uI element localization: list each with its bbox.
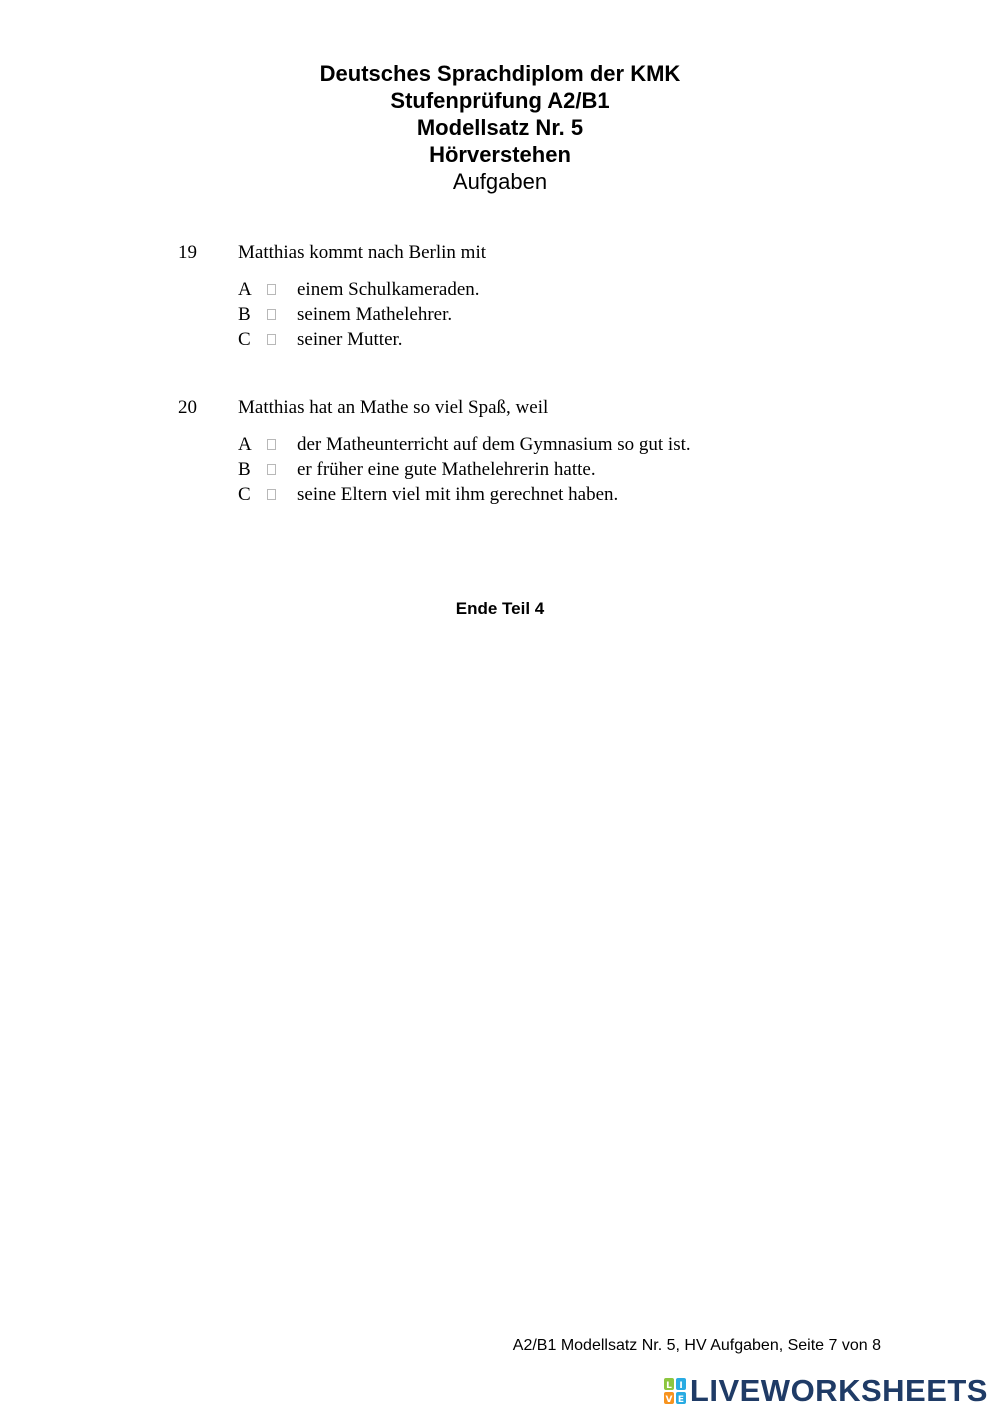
option-text: seine Eltern viel mit ihm gerechnet haben. <box>297 484 619 505</box>
checkbox-icon[interactable] <box>267 439 276 450</box>
checkbox-icon[interactable] <box>267 334 276 345</box>
checkbox-icon[interactable] <box>267 309 276 320</box>
option-text: er früher eine gute Mathelehrerin hatte. <box>297 459 596 480</box>
checkbox-icon[interactable] <box>267 489 276 500</box>
option-text: einem Schulkameraden. <box>297 279 480 300</box>
option-text: seiner Mutter. <box>297 329 403 350</box>
checkbox-icon[interactable] <box>267 284 276 295</box>
question-number: 19 <box>178 242 197 263</box>
header-title: Deutsches Sprachdiplom der KMK <box>319 61 681 86</box>
question-20 <box>178 395 878 505</box>
option-letter: B <box>238 459 251 480</box>
liveworksheets-logo-icon <box>664 1378 686 1404</box>
option-letter: A <box>238 434 252 455</box>
header-model-set: Modellsatz Nr. 5 <box>416 115 584 140</box>
question-text: Matthias kommt nach Berlin mit <box>238 242 487 263</box>
end-of-part-label: Ende Teil 4 <box>455 599 545 618</box>
option-letter: C <box>238 329 251 350</box>
header-subtitle: Aufgaben <box>452 169 548 194</box>
option-letter: C <box>238 484 251 505</box>
brand-name: LIVEWORKSHEETS <box>689 1373 988 1408</box>
option-text: der Matheunterricht auf dem Gymnasium so gut ist. <box>297 434 691 455</box>
svg-text:L: L <box>666 1381 672 1391</box>
question-header <box>178 395 878 421</box>
option-letter: B <box>238 304 251 325</box>
svg-text:I: I <box>679 1381 683 1391</box>
checkbox-icon[interactable] <box>267 464 276 475</box>
option-letter: A <box>238 279 252 300</box>
document-header <box>0 60 1000 195</box>
liveworksheets-brand[interactable] <box>664 1373 988 1409</box>
question-number: 20 <box>178 397 197 418</box>
question-text: Matthias hat an Mathe so viel Spaß, weil <box>238 397 549 418</box>
svg-text:V: V <box>665 1395 673 1404</box>
header-section: Hörverstehen <box>429 142 571 167</box>
question-header <box>178 240 878 266</box>
header-level: Stufenprüfung A2/B1 <box>390 88 610 113</box>
option-text: seinem Mathelehrer. <box>297 304 453 325</box>
page-footer: A2/B1 Modellsatz Nr. 5, HV Aufgaben, Seite 7 von 8 <box>512 1337 881 1354</box>
svg-text:E: E <box>677 1395 684 1404</box>
question-19 <box>178 240 878 350</box>
